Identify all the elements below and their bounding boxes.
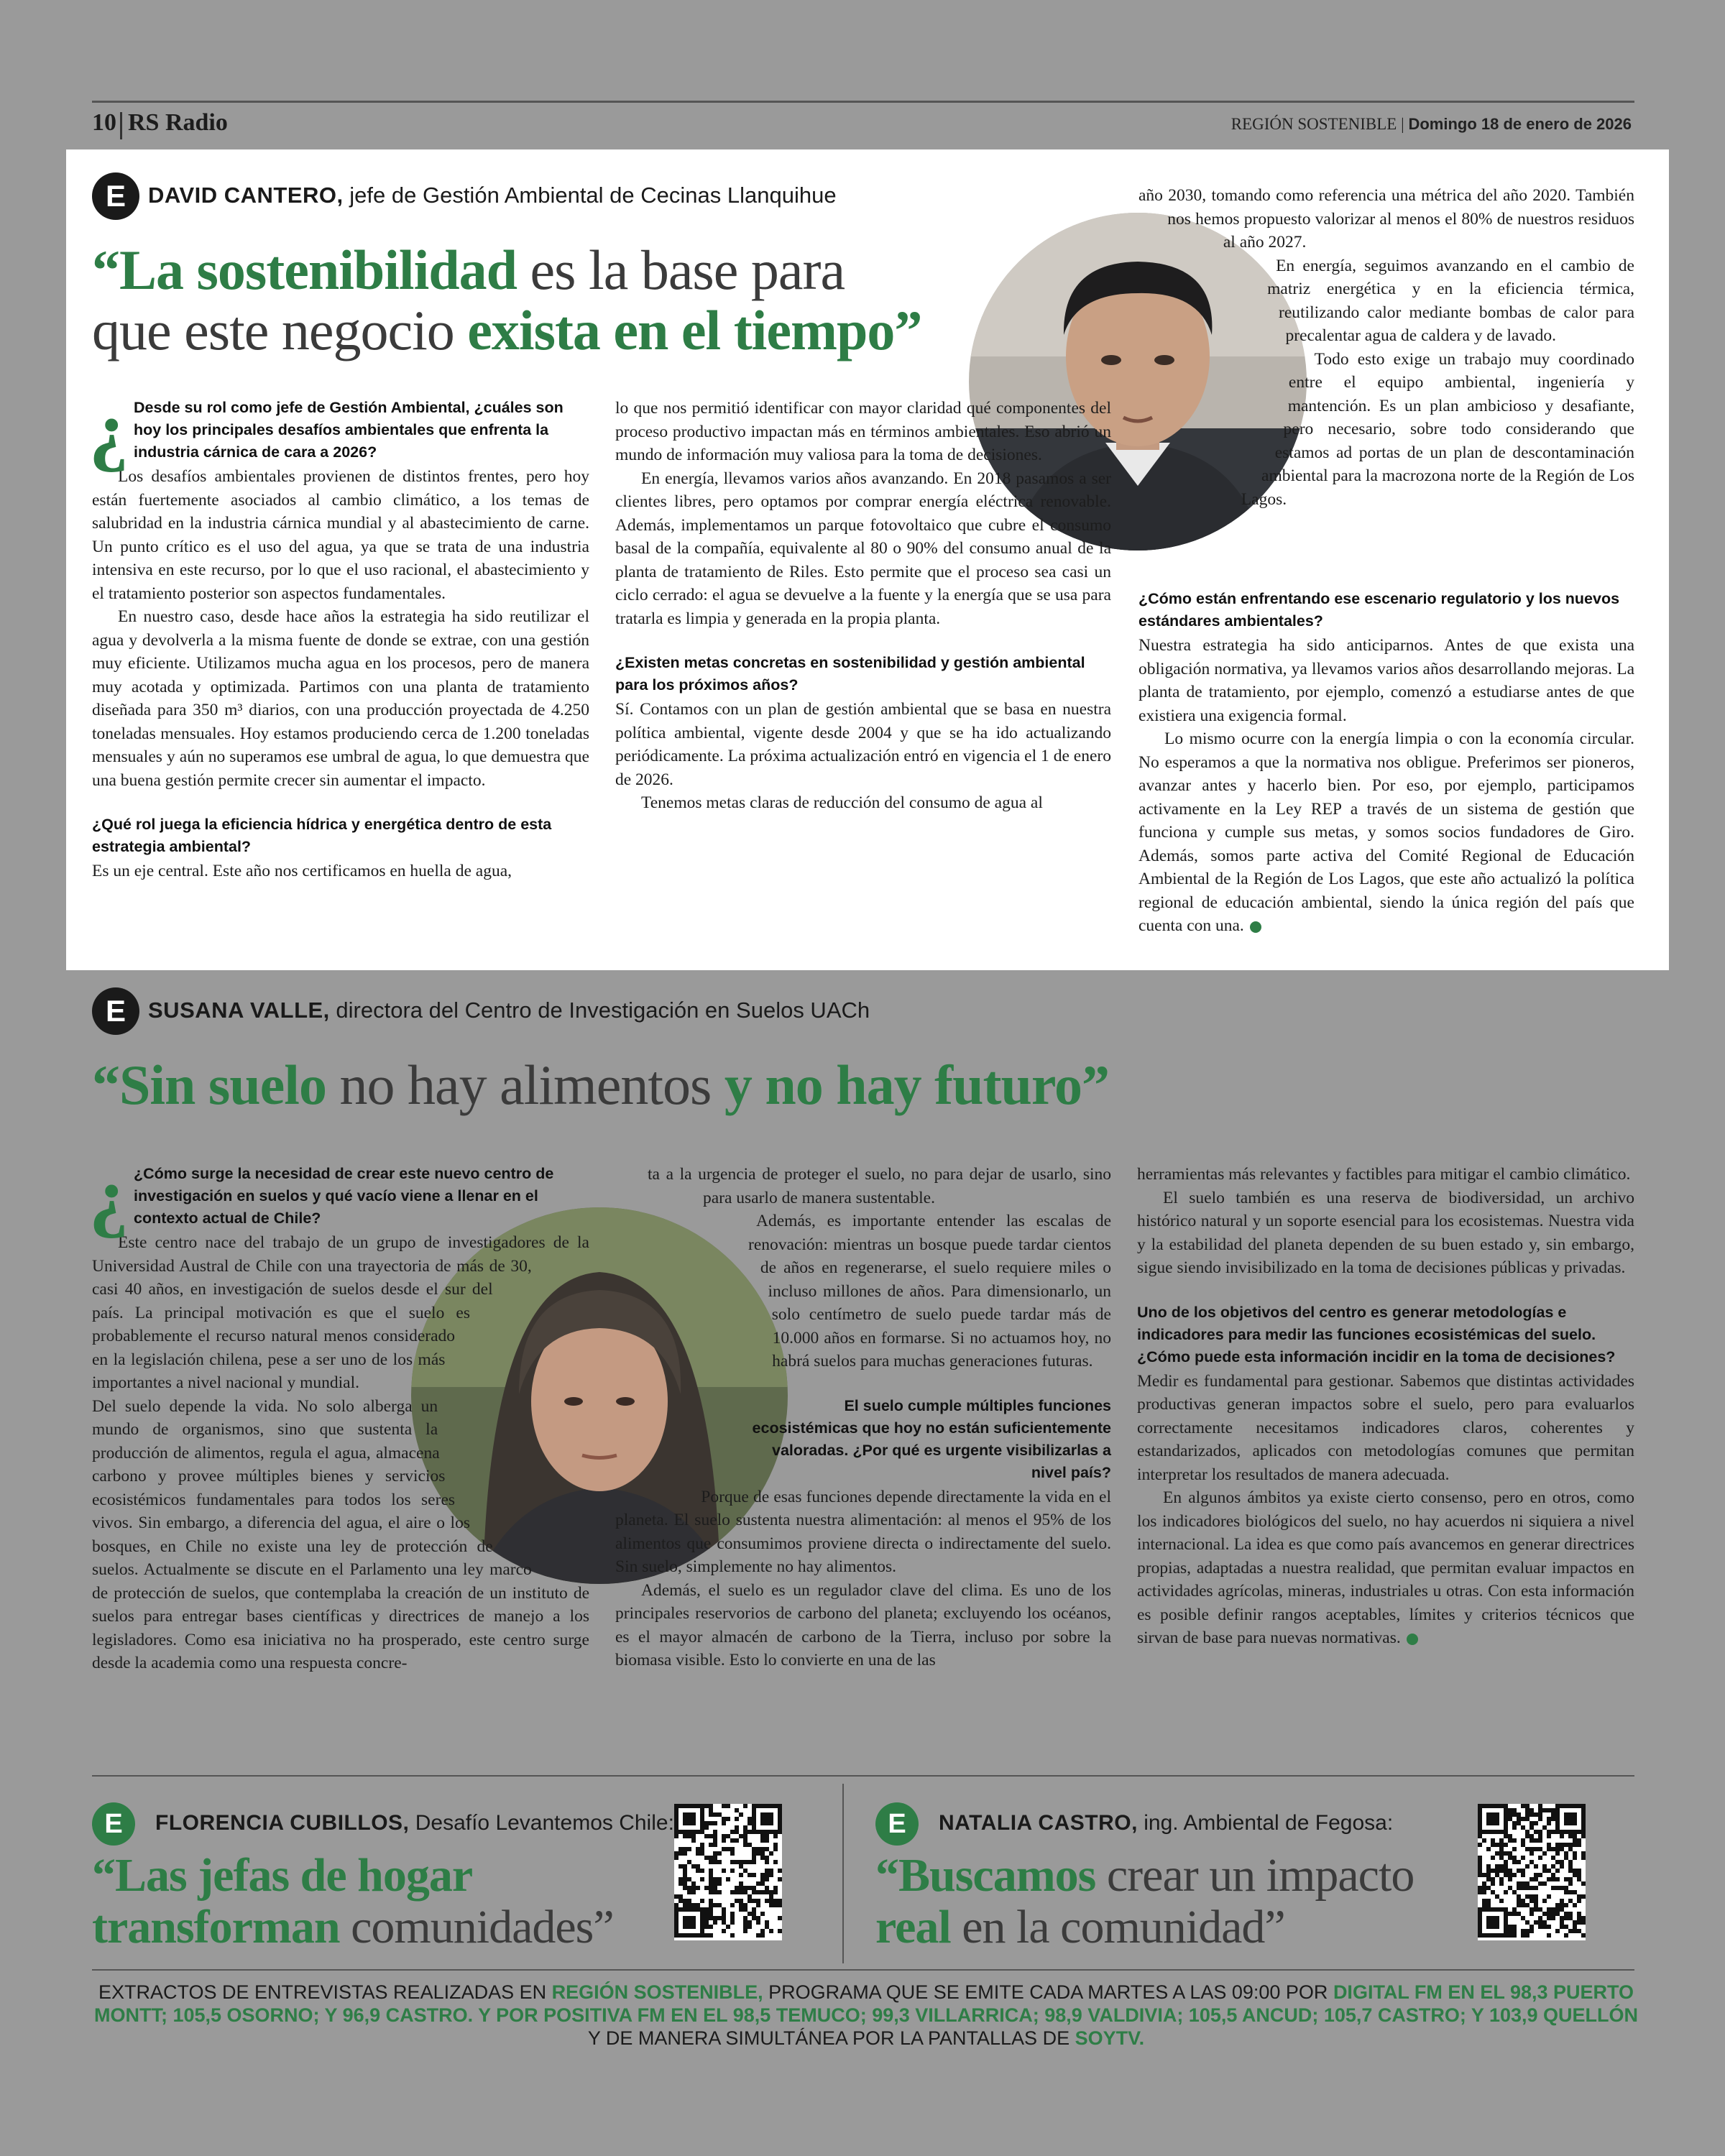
article-2-e-badge: E	[92, 987, 139, 1035]
headline-2-text: no hay alimentos	[326, 1054, 724, 1116]
paragraph: Es un eje central. Este año nos certificamos en huella de agua,	[92, 862, 512, 880]
article-1-question-3: ¿Existen metas concretas en sostenibilidad y gestión ambiental para los próximos años?	[615, 654, 1085, 694]
paragraph: Lo mismo ocurre con la energía limpia o con la economía circular. No esperamos a que la normativa nos obligue. Preferimos ser pioneros, avanzar antes y hacerlo bien. Por eso, por ejemplo, participamos activamente en la Ley REP a través de un sistema de gestión que funciona y cumple sus metas, y somos socios fundadores de Giro. Además, somos parte activa del Comité Regional de Educación Ambiental de la Región de Los Lagos, que este año actualizó la política regional de educación ambiental, siendo la única región del país que cuenta con una.	[1138, 729, 1634, 935]
paragraph: En algunos ámbitos ya existe cierto consenso, pero en otros, como los indicadores biológicos del suelo, no hay acuerdos ni siquiera a nivel internacional. La idea es que como país avancemos en generar directrices propias, adaptadas a nuestra realidad, que permitan evaluar impactos en actividades agrícolas, mineras, industriales u otras. Con esta información es posible definir rangos aceptables, límites y criterios técnicos que sirvan de base para nuevas normativas.	[1137, 1488, 1634, 1647]
article-1-author: DAVID CANTERO,	[148, 183, 344, 208]
teaser-1-role: Desafío Levantemos Chile:	[415, 1811, 674, 1835]
question-text: ¿Cómo surge la necesidad de crear este nuevo centro de investigación en suelos y qué vacío viene a llenar en el contexto actual de Chile?	[134, 1165, 554, 1227]
teaser-2-green-b: real	[875, 1901, 951, 1953]
teaser-2-byline	[939, 1811, 1393, 1835]
article-2-role: directora del Centro de Investigación en Suelos UACh	[336, 998, 870, 1023]
paragraph: En nuestro caso, desde hace años la estrategia ha sido reutilizar el agua y devolverla a la misma fuente de donde se extrae, con una gestión muy eficiente. Utilizamos mucha agua en los procesos, pero de manera muy acotada y optimizada. Partimos con una planta de tratamiento diseñada para 350 m³ diarios, con una producción proyectada de 4.250 toneladas mensuales. Hoy estamos produciendo cerca de 1.200 toneladas mensuales y aún no superamos ese umbral de agua, lo que demuestra que una buena gestión permite crecer sin aumentar el impacto.	[92, 607, 589, 790]
paragraph: El suelo también es una reserva de biodiversidad, un archivo histórico natural y un soporte esencial para los ecosistemas. Nuestra vida y la estabilidad del planeta dependen de su buen estado y, sin embargo, sigue siendo invisibilizado en la toma de decisiones públicas y privadas.	[1137, 1188, 1634, 1277]
paragraph: Del suelo depende la vida. No solo alberga un mundo de organismos, sino que sustenta la producción de alimentos, regula el agua, almacena carbono y provee múltiples bienes y servicios ecosistémicos fundamentales para todos los seres vivos. Sin embargo, a diferencia del agua, el aire o los bosques, en Chile no existe una ley de protección de suelos. Actualmente se discute en el Parlamento una ley marco de protección de suelos, que contemplaba la creación de un instituto de suelos para entregar bases científicas y directrices de manejo a los legisladores. Como esa iniciativa no ha prosperado, este centro surge desde la academia como una respuesta concre-	[92, 1396, 589, 1672]
article-1-byline	[148, 183, 837, 208]
paragraph: Además, el suelo es un regulador clave del clima. Es uno de los principales reservorios de carbono del planeta; excluyendo los océanos, es el mayor almacén de carbono de la Tierra, incluso por sobre la biomasa visible. Esto lo convierte en una de las	[615, 1580, 1111, 1669]
article-2-column-2	[615, 1163, 1111, 1672]
article-1-question-4: ¿Cómo están enfrentando ese escenario regulatorio y los nuevos estándares ambientales?	[1138, 590, 1620, 630]
footer-text-a: EXTRACTOS DE ENTREVISTAS REALIZADAS EN	[98, 1981, 552, 2003]
headline-1-text-b: que este negocio	[92, 299, 468, 361]
folio-publication-date: REGIÓN SOSTENIBLE | Domingo 18 de enero de 2026	[1230, 115, 1632, 133]
article-1-column-3	[1138, 184, 1634, 938]
question-mark-icon: ¿	[89, 1151, 129, 1239]
question-mark-icon: ¿	[89, 385, 129, 473]
article-1-e-badge: E	[92, 172, 139, 220]
paragraph: Además, es importante entender las escalas de renovación: mientras un bosque puede tardar cientos de años en regenerarse, el suelo requiere miles o incluso millones de años. Para dimensionarlo, un solo centímetro de suelo puede tardar más de 10.000 años en formarse. Si no actuamos hoy, no habrá suelos para muchas generaciones futuras.	[748, 1212, 1111, 1370]
article-1-headline	[92, 240, 998, 361]
question-text: Desde su rol como jefe de Gestión Ambiental, ¿cuáles son hoy los principales desafíos ambientales que enfrenta la industria cárnica de cara a 2026?	[134, 399, 564, 461]
headline-1-text-a: es la base para	[517, 239, 845, 301]
headline-2-green-a: “Sin suelo	[92, 1054, 326, 1116]
article-2-headline	[92, 1055, 1630, 1115]
article-1-role: jefe de Gestión Ambiental de Cecinas Llanquihue	[349, 183, 837, 208]
qr-code-icon	[1478, 1804, 1586, 1940]
paragraph: Medir es fundamental para gestionar. Sabemos que distintas actividades productivas generan impactos sobre el suelo, pero para evaluarlos correctamente necesitamos indicadores claros, coherentes y estandarizados, aplicados con metodologías comunes que permitan interpretar los resultados de manera adecuada.	[1137, 1371, 1634, 1484]
publication-name: REGIÓN SOSTENIBLE	[1230, 115, 1397, 133]
teaser-2-e-badge: E	[875, 1802, 919, 1846]
teaser-1-text: comunidades”	[339, 1901, 614, 1953]
footer-top-rule	[92, 1969, 1634, 1971]
headline-1-green-b: exista en el tiempo”	[467, 299, 922, 361]
article-2-author: SUSANA VALLE,	[148, 998, 330, 1023]
article-2-question-2: El suelo cumple múltiples funciones ecosistémicas que hoy no están suficientemente valoradas. ¿Por qué es urgente visibilizarlas a nivel país?	[752, 1396, 1111, 1481]
article-2-byline	[148, 998, 870, 1023]
article-2-column-3	[1137, 1163, 1634, 1650]
article-1-column-1	[89, 385, 589, 883]
paragraph: Los desafíos ambientales provienen de distintos frentes, pero hoy están fuertemente asociados al cambio climático, a los temas de salubridad en la industria cárnica mundial y al abastecimiento de carne. Un punto crítico es el uso del agua, ya que se trata de una industria intensiva en este recurso, por lo que el uso racional, el abastecimiento y el tratamiento posterior son aspectos fundamentales.	[92, 467, 589, 603]
end-of-article-dot	[1407, 1634, 1418, 1645]
footer-soytv: SOYTV.	[1075, 2027, 1145, 2049]
teaser-2-headline	[875, 1850, 1472, 1953]
edition-date: Domingo 18 de enero de 2026	[1408, 115, 1632, 133]
headline-1-green-a: “La sostenibilidad	[92, 239, 518, 301]
article-1-question-1	[89, 385, 589, 473]
teaser-2-text-b: en la comunidad”	[950, 1901, 1285, 1953]
top-rule	[92, 101, 1634, 103]
teaser-1-e-badge: E	[92, 1802, 135, 1846]
article-2-question-3: Uno de los objetivos del centro es generar metodologías e indicadores para medir las funciones ecosistémicas del suelo. ¿Cómo puede esta información incidir en la toma de decisiones?	[1137, 1303, 1616, 1365]
teaser-2-green-a: “Buscamos	[875, 1849, 1096, 1902]
paragraph: Porque de esas funciones depende directamente la vida en el planeta. El suelo sustenta nuestra alimentación: al menos el 95% de los alimentos que consumimos proviene directa o indirectamente del suelo. Sin suelo, simplemente no hay alimentos.	[615, 1487, 1111, 1576]
teaser-1-green-b: transforman	[92, 1901, 340, 1953]
footer-text-b: PROGRAMA QUE SE EMITE CADA MARTES A LAS 09:00 POR	[763, 1981, 1333, 2003]
paragraph: En energía, llevamos varios años avanzando. En 2018 pasamos a ser clientes libres, pero optamos por comprar energía eléctrica renovable. Además, implementamos un parque fotovoltaico que cubre el consumo basal de la compañía, equivalente al 80 o 90% del consumo anual de la planta de tratamiento de Riles. Esto permite que el proceso sea casi un ciclo cerrado: el agua se devuelve a la fuente y la energía que se usa para tratarla es limpia y generada en la propia planta.	[615, 469, 1111, 628]
footer-stations: DIGITAL FM EN EL 98,3 PUERTO MONTT; 105,5 OSORNO; Y 96,9 CASTRO. Y POR POSITIVA FM EN EL 98,5 TEMUCO; 99,3 VILLARRICA; 98,9 VALDIVIA; 105,5 ANCUD; 105,7 CASTRO; Y 103,9 QUELLÓN	[93, 1981, 1639, 2026]
teaser-top-rule	[92, 1775, 1634, 1777]
end-of-article-dot	[1250, 921, 1261, 933]
paragraph: lo que nos permitió identificar con mayor claridad qué componentes del proceso productivo impactan más en términos ambientales. Eso abrió un mundo de información muy valiosa para la toma de decisiones.	[615, 399, 1111, 464]
page-number: 10	[92, 109, 116, 136]
paragraph: ta a la urgencia de proteger el suelo, no para dejar de usarlo, sino para usarlo de manera sustentable.	[648, 1165, 1111, 1207]
paragraph: año 2030, tomando como referencia una métrica del año 2020. También nos hemos propuesto valorizar al menos el 80% de nuestros residuos al año 2027.	[1138, 186, 1634, 252]
section-name: RS Radio	[128, 109, 228, 136]
teaser-2-qr-code[interactable]	[1478, 1804, 1586, 1940]
footer-text-c: Y DE MANERA SIMULTÁNEA POR LA PANTALLAS DE	[587, 2027, 1075, 2049]
article-2-question-1	[89, 1151, 589, 1239]
paragraph: Este centro nace del trabajo de un grupo de investigadores de la Universidad Austral de Chile con una trayectoria de más de 30, casi 40 años, en investigación de suelos desde el sur del país. La principal motivación es que el suelo es probablemente el recurso natural menos considerado en la legislación chilena, pese a ser uno de los más importantes a nivel nacional y mundial.	[92, 1233, 589, 1392]
teaser-2-author: NATALIA CASTRO,	[939, 1811, 1138, 1835]
footer-credits	[93, 1981, 1639, 2050]
teaser-2-role: ing. Ambiental de Fegosa:	[1144, 1811, 1394, 1835]
footer-program-name: REGIÓN SOSTENIBLE,	[551, 1981, 763, 2003]
paragraph: Nuestra estrategia ha sido anticiparnos. Antes de que exista una obligación normativa, ya llevamos varios años desarrollando mejoras. La planta de tratamiento, por ejemplo, comenzó a estudiarse antes de que existiera una exigencia formal.	[1138, 636, 1634, 725]
article-1-column-2	[615, 397, 1111, 815]
paragraph: En energía, seguimos avanzando en el cambio de matriz energética y en la eficiencia térmica, reutilizando calor mediante bombas de calor para precalentar agua de caldera y de lavado.	[1267, 256, 1634, 345]
qr-code-icon	[674, 1804, 782, 1940]
folio-divider	[120, 112, 122, 139]
teaser-1-author: FLORENCIA CUBILLOS,	[155, 1811, 410, 1835]
article-1-question-2: ¿Qué rol juega la eficiencia hídrica y energética dentro de esta estrategia ambiental?	[92, 816, 552, 855]
teaser-1-qr-code[interactable]	[674, 1804, 782, 1940]
paragraph: Todo esto exige un trabajo muy coordinado entre el equipo ambiental, ingeniería y mantención. Es un plan ambicioso y desafiante, pero necesario, sobre todo considerando que estamos ad portas de un plan de descontaminación ambiental para la macrozona norte de la Región de Los Lagos.	[1241, 349, 1634, 509]
paragraph: Tenemos metas claras de reducción del consumo de agua al	[641, 793, 1043, 812]
teaser-1-byline	[155, 1811, 674, 1835]
teaser-1-headline	[92, 1850, 681, 1953]
teaser-2-text-a: crear un impacto	[1095, 1849, 1414, 1902]
article-2-column-1	[89, 1151, 589, 1675]
paragraph: herramientas más relevantes y factibles para mitigar el cambio climático.	[1137, 1165, 1631, 1184]
paragraph: Sí. Contamos con un plan de gestión ambiental que se basa en nuestra política ambiental, vigente desde 2004 y que se ha ido actualizando periódicamente. La próxima actualización entró en vigencia el 1 de enero de 2026.	[615, 700, 1111, 789]
teaser-1-green-a: “Las jefas de hogar	[92, 1849, 473, 1902]
headline-2-green-b: y no hay futuro”	[724, 1054, 1110, 1116]
teaser-divider	[842, 1784, 844, 1963]
